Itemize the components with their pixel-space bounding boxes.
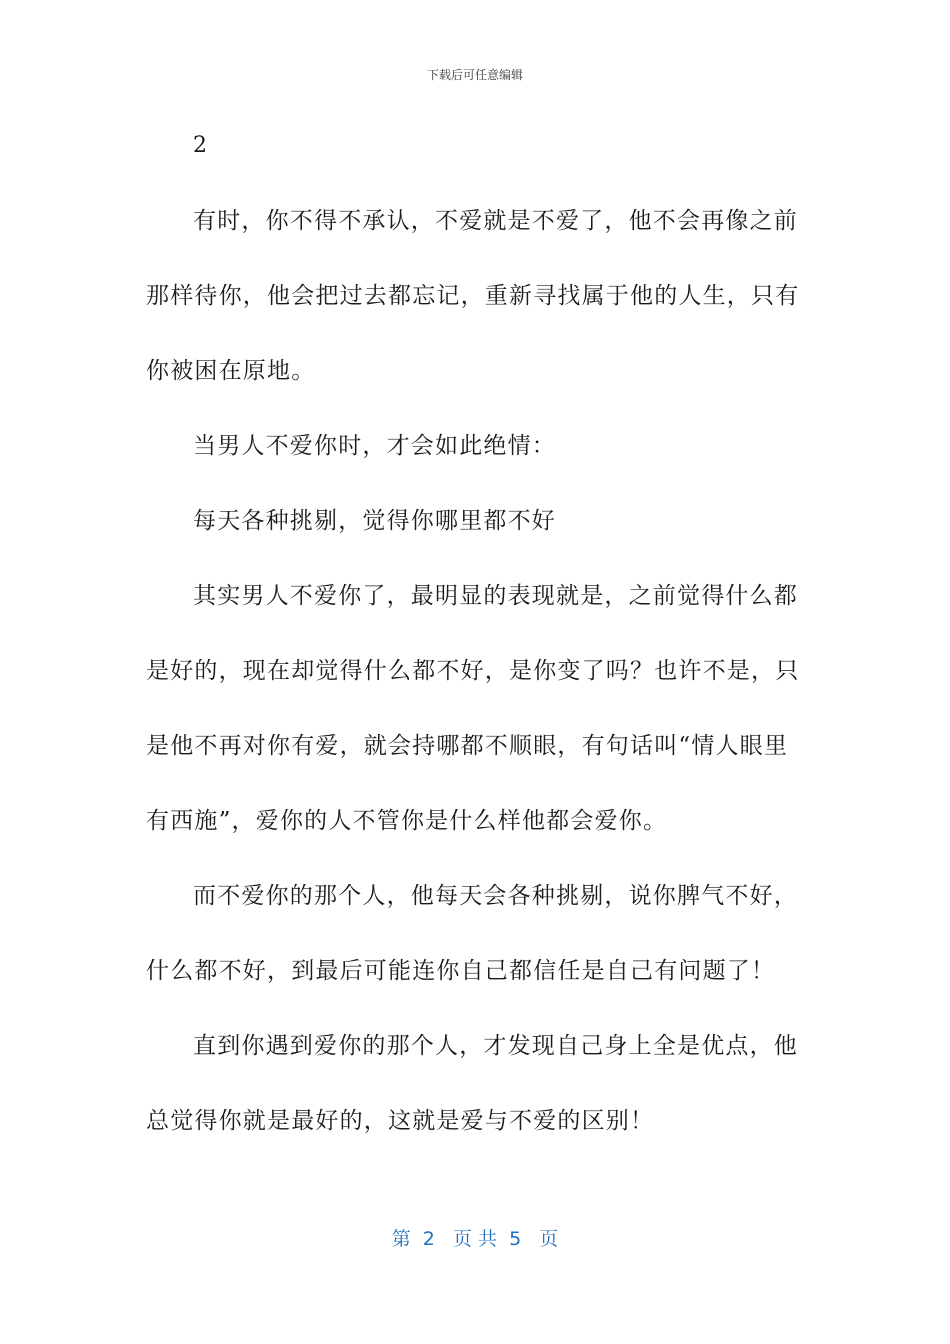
page-header: 下载后可任意编辑 [426,68,523,82]
paragraph-line: 什么都不好，到最后可能连你自己都信任是自己有问题了！ [146,958,776,984]
section-number: 2 [193,133,207,158]
paragraph-line: 你被困在原地。 [146,358,316,384]
paragraph-line: 那样待你，他会把过去都忘记，重新寻找属于他的人生，只有 [146,283,800,309]
subheading-line: 每天各种挑剔，觉得你哪里都不好 [193,508,556,534]
paragraph-line: 是好的，现在却觉得什么都不好，是你变了吗？也许不是，只 [146,658,800,684]
paragraph-line: 而不爱你的那个人，他每天会各种挑剔，说你脾气不好， [193,883,798,909]
paragraph-line: 总觉得你就是最好的，这就是爱与不爱的区别！ [146,1108,655,1134]
paragraph-line: 是他不再对你有爱，就会持哪都不顺眼，有句话叫“情人眼里 [146,733,789,759]
document-body [146,120,800,1170]
paragraph-line: 其实男人不爱你了，最明显的表现就是，之前觉得什么都 [193,583,798,609]
page-footer: 第 2 页 共 5 页 [391,1228,559,1250]
paragraph-line: 当男人不爱你时，才会如此绝情： [193,433,556,459]
paragraph-line: 有西施”，爱你的人不管你是什么样他都会爱你。 [146,808,668,834]
paragraph-line: 有时，你不得不承认，不爱就是不爱了，他不会再像之前 [193,208,798,234]
paragraph-line: 直到你遇到爱你的那个人，才发现自己身上全是优点，他 [193,1033,798,1059]
